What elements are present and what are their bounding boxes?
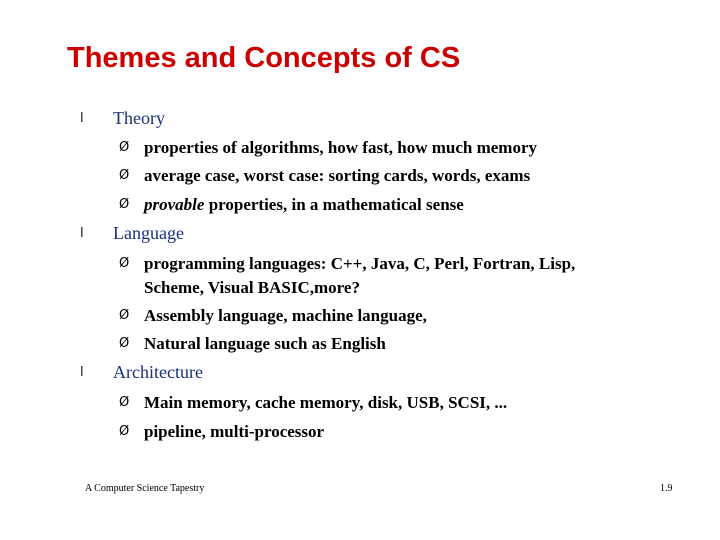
page-number: 1.9 [660, 483, 673, 494]
bullet-icon: l [80, 111, 84, 126]
sub-item: programming languages: C++, Java, C, Perl, Fortran, Lisp, [144, 254, 576, 273]
sub-item: average case, worst case: sorting cards, words, exams [144, 166, 531, 185]
sub-item: properties of algorithms, how fast, how much memory [144, 138, 538, 157]
arrow-bullet-icon: Ø [119, 197, 130, 212]
sub-item: Natural language such as English [144, 334, 386, 353]
bullet-icon: l [80, 226, 84, 241]
sub-item [144, 195, 464, 215]
arrow-bullet-icon: Ø [119, 140, 130, 155]
arrow-bullet-icon: Ø [119, 336, 130, 351]
slide-title: Themes and Concepts of CS [67, 42, 461, 74]
topic-theory: Theory [113, 108, 165, 128]
sub-item-continuation: Scheme, Visual BASIC,more? [144, 278, 360, 297]
sub-item-text: properties, in a mathematical sense [204, 195, 464, 214]
topic-language: Language [113, 223, 184, 243]
arrow-bullet-icon: Ø [119, 168, 130, 183]
sub-item: pipeline, multi-processor [144, 422, 325, 441]
arrow-bullet-icon: Ø [119, 424, 130, 439]
arrow-bullet-icon: Ø [119, 308, 130, 323]
footer-course-name: A Computer Science Tapestry [85, 483, 205, 494]
bullet-icon: l [80, 365, 84, 380]
emphasis-text: provable [144, 195, 205, 214]
sub-item: Main memory, cache memory, disk, USB, SCSI, ... [144, 393, 508, 412]
topic-architecture: Architecture [113, 362, 203, 382]
arrow-bullet-icon: Ø [119, 256, 130, 271]
sub-item: Assembly language, machine language, [144, 306, 427, 325]
arrow-bullet-icon: Ø [119, 395, 130, 410]
